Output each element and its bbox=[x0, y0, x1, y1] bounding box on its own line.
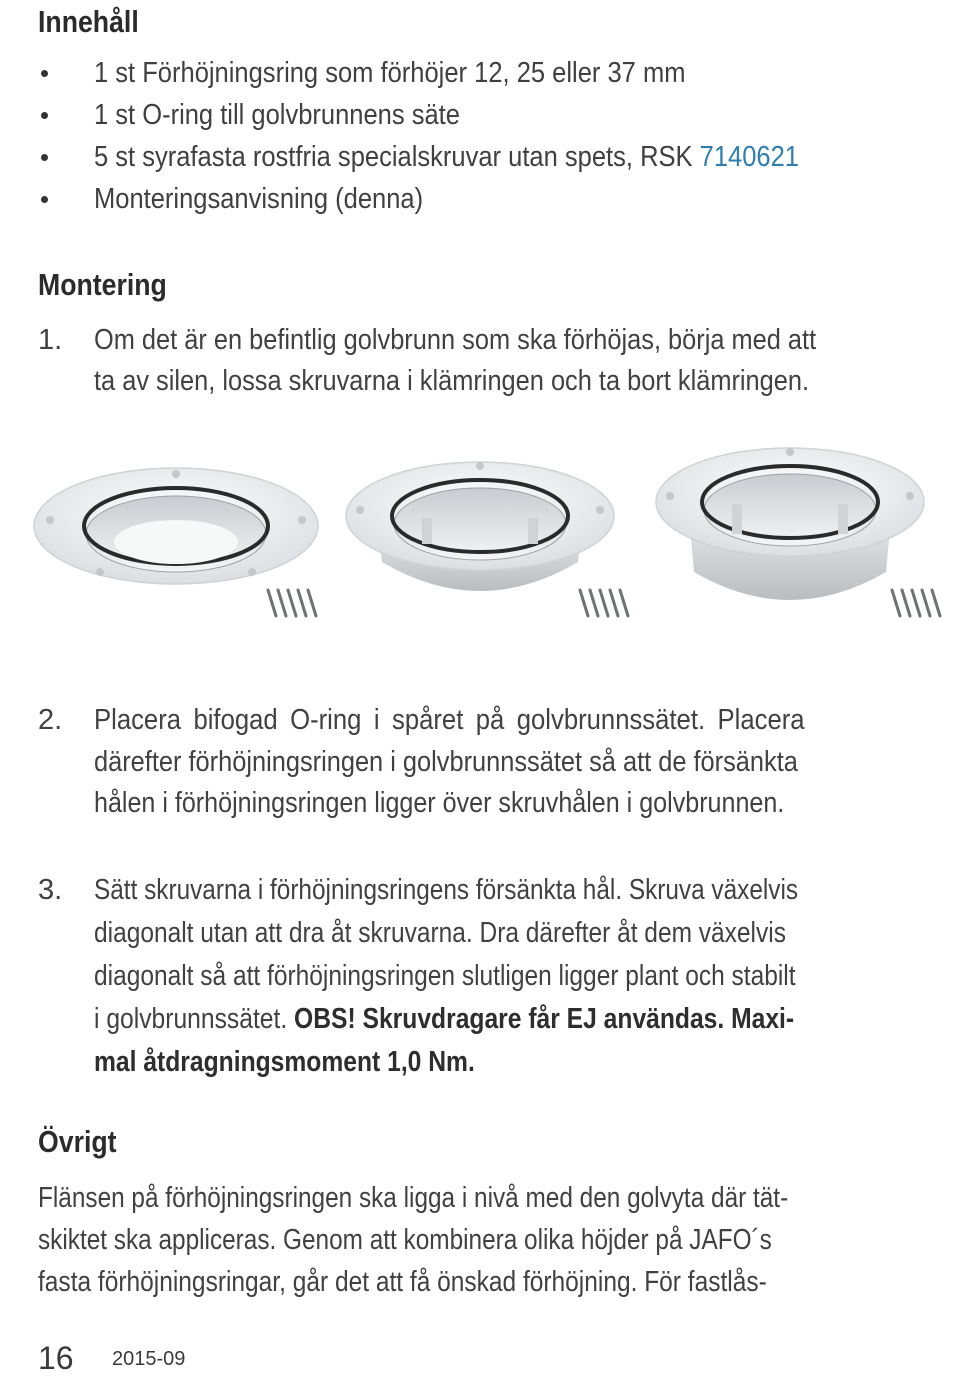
paragraph-line: fasta förhöjningsringar, går det att få önskad förhöjning. För fastlås- bbox=[38, 1266, 767, 1298]
warning-text: OBS! Skruvdragare får EJ användas. Maxi- bbox=[294, 1003, 795, 1035]
screws-icon bbox=[892, 590, 940, 616]
step-3-line: diagonalt så att förhöjningsringen slutligen ligger plant och stabilt bbox=[94, 960, 796, 992]
step-number: 1. bbox=[38, 324, 63, 356]
step-2-line: hålen i förhöjningsringen ligger över skruvhålen i golvbrunnen. bbox=[94, 787, 785, 819]
step-1-line: ta av silen, lossa skruvarna i klämringen och ta bort klämringen. bbox=[94, 365, 810, 397]
step-number: 2. bbox=[38, 704, 63, 736]
list-item bbox=[38, 94, 938, 136]
step-3-line: diagonalt utan att dra åt skruvarna. Dra därefter åt dem växelvis bbox=[94, 917, 786, 949]
list-item bbox=[38, 178, 938, 220]
list-item bbox=[38, 136, 938, 178]
publication-date: 2015-09 bbox=[112, 1348, 186, 1370]
step-3-line: Sätt skruvarna i förhöjningsringens försänkta hål. Skruva växelvis bbox=[94, 874, 799, 906]
bullet-icon bbox=[41, 196, 48, 203]
ring-12mm bbox=[34, 468, 318, 584]
page-number: 16 bbox=[38, 1340, 74, 1376]
step-2-line: därefter förhöjningsringen i golvbrunnssätet så att de försänkta bbox=[94, 746, 798, 778]
step-1 bbox=[38, 320, 928, 404]
list-item-text bbox=[94, 136, 799, 178]
step-2 bbox=[38, 700, 928, 824]
other-heading: Övrigt bbox=[38, 1124, 117, 1159]
rsk-number: 7140621 bbox=[699, 141, 799, 173]
step-number: 3. bbox=[38, 874, 63, 906]
step-1-line: Om det är en befintlig golvbrunn som ska förhöjas, börja med att bbox=[94, 324, 817, 356]
list-item-text: Monteringsanvisning (denna) bbox=[94, 183, 424, 215]
raising-rings-illustration bbox=[20, 438, 950, 638]
step-3-text: i golvbrunnssätet. bbox=[94, 1003, 295, 1035]
contents-heading: Innehåll bbox=[38, 4, 139, 39]
other-paragraph bbox=[38, 1178, 928, 1304]
step-2-line: Placera bifogad O-ring i spåret på golvbrunnssätet. Placera bbox=[94, 704, 805, 736]
list-item-text: 1 st Förhöjningsring som förhöjer 12, 25 eller 37 mm bbox=[94, 57, 686, 89]
warning-text: mal åtdragningsmoment 1,0 Nm. bbox=[94, 1046, 475, 1078]
contents-list bbox=[38, 52, 938, 220]
product-photos bbox=[20, 438, 950, 638]
ring-25mm bbox=[346, 462, 614, 591]
screws-icon bbox=[580, 590, 628, 616]
ring-37mm bbox=[656, 448, 924, 600]
paragraph-line: skiktet ska appliceras. Genom att kombinera olika höjder på JAFO´s bbox=[38, 1224, 772, 1256]
screws-icon bbox=[268, 590, 316, 616]
paragraph-line: Flänsen på förhöjningsringen ska ligga i nivå med den golvyta där tät- bbox=[38, 1182, 789, 1214]
bullet-icon bbox=[41, 112, 48, 119]
step-3 bbox=[38, 870, 928, 1080]
list-item-text: 1 st O-ring till golvbrunnens säte bbox=[94, 99, 460, 131]
bullet-icon bbox=[41, 70, 48, 77]
bullet-icon bbox=[41, 154, 48, 161]
step-3-line bbox=[94, 999, 794, 1039]
list-item-text-main: 5 st syrafasta rostfria specialskruvar utan spets, RSK bbox=[94, 141, 700, 173]
list-item bbox=[38, 52, 938, 94]
mounting-heading: Montering bbox=[38, 267, 167, 302]
